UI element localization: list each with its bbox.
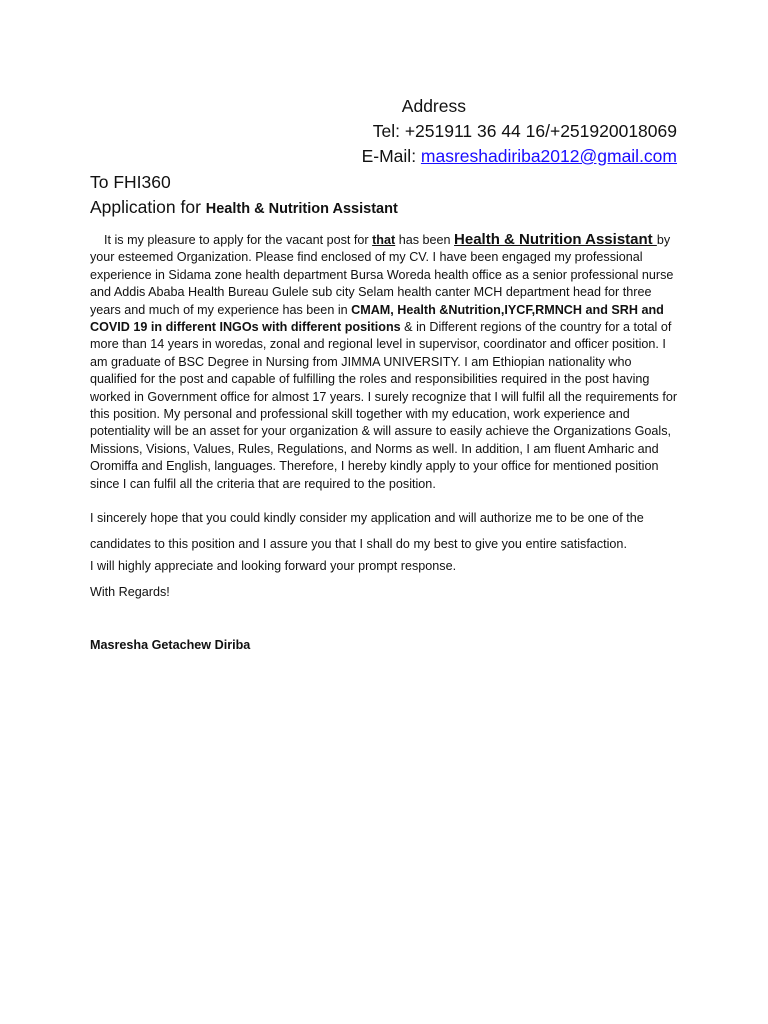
application-subject (90, 195, 398, 222)
email-label: E-Mail: (361, 146, 421, 166)
body-paragraph-appreciation: I will highly appreciate and looking forward your prompt response. (90, 559, 457, 573)
recipient-line: To FHI360 (90, 172, 171, 192)
body-text-a: It is my pleasure to apply for the vacant post for (104, 233, 373, 247)
post-title: Health & Nutrition Assistant (454, 231, 657, 248)
body-paragraph-hope: I sincerely hope that you could kindly consider my application and will authorize me to be one of the candidates to this position and I assure you that I shall do my best to give you entire satisfaction. (90, 511, 644, 551)
application-title: Health & Nutrition Assistant (205, 201, 398, 217)
experience-areas: CMAM, Health &Nutrition,IYCF,RMNCH and SRH and COVID 19 in different INGOs with different positions (90, 302, 664, 335)
body-text-d: & in Different regions of the country for a total of more than 14 years in woredas, zonal and regional level in supervisor, coordinator and officer position. I am graduate of BSC Degree in Nursing from JIMMA UNIVERSITY. I am Ethiopian nationality who qualified for the post and capable of fulfilling the roles and responsibilities required in the post having worked in Government office for almost 17 years. I surely recognize that I will fulfil all the requirements for this position. My personal and professional skill together with my education, work experience and potentiality will be an asset for your organization & will assure to easily achieve the Organizations Goals, Missions, Visions, Values, Rules, Regulations, and Norms as well. In addition, I am fluent Amharic and Oromiffa and English, languages. Therefore, I hereby kindly apply to your office for mentioned position since I can fulfil all the criteria that are required to the position. (90, 320, 678, 491)
body-text-b: has been (395, 233, 455, 247)
closing-regards: With Regards! (90, 585, 170, 599)
application-prefix: Application for (90, 197, 206, 217)
email-link[interactable]: masreshadiriba2012@gmail.com (420, 146, 677, 166)
email-line (362, 144, 677, 169)
body-text-that: that (372, 233, 396, 247)
signature-name: Masresha Getachew Diriba (90, 638, 251, 652)
address-label: Address (401, 96, 466, 116)
telephone-line: Tel: +251911 36 44 16/+251920018069 (372, 121, 677, 141)
body-text-c: by your esteemed Organization. Please find enclosed of my CV. I have been engaged my professional experience in Sidama zone health department Bursa Woreda health office as a senior professional nurse and Addis Ababa Health Bureau Gulele sub city Selam health canter MCH department head for three years and much of my experience has been in (90, 233, 674, 317)
sender-contact-block (362, 94, 677, 169)
body-paragraph-main (90, 231, 679, 493)
